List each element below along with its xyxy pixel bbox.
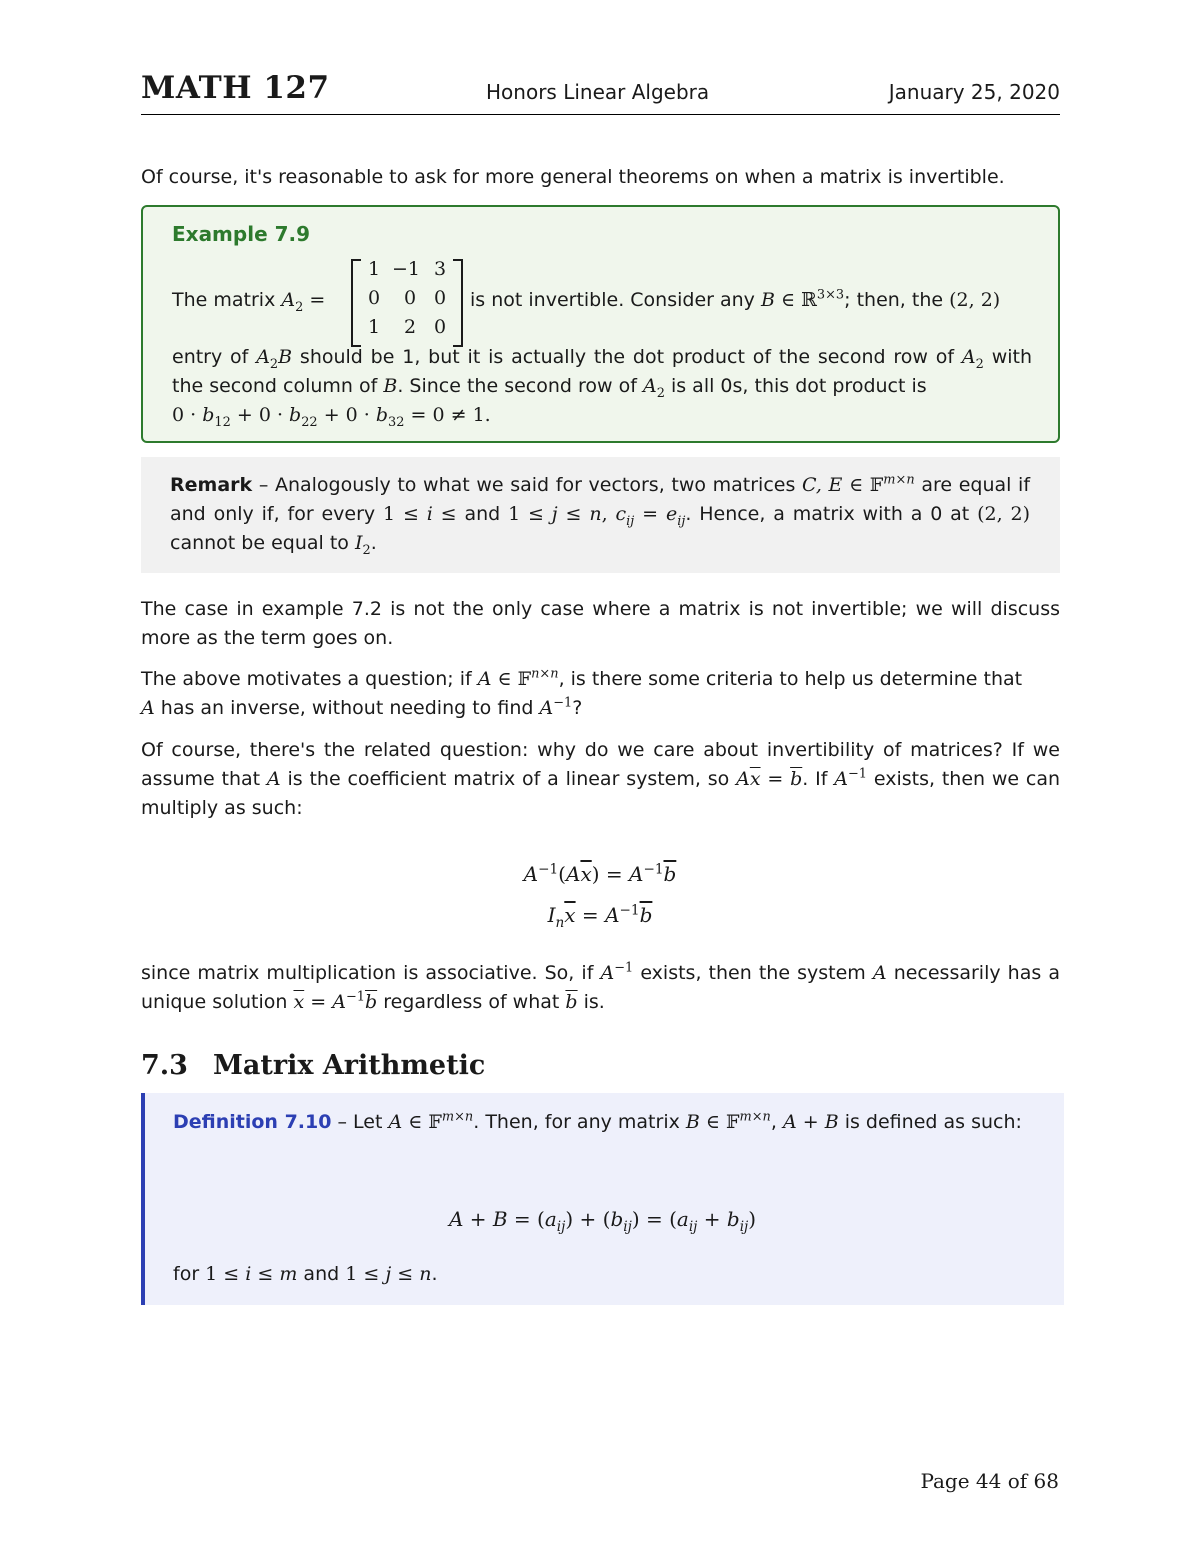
example-body: entry of $A_2B$ should be 1, but it is actually the dot product of the second row of $A_2$ with the second column of B. Since the second row of $A_2$ is all 0s, this dot product is $0 \cdot b_{12} + 0 \cdot b_{22} + 0 \cdot b_{32} = 0 \ne 1$. — [172, 346, 1032, 430]
page-number: Page 44 of 68 — [920, 1469, 1059, 1493]
matrix-cell: 1 — [367, 258, 381, 280]
example-line-rest: is not invertible. Consider any B ∈ ℝ$^{3\times 3}$; then, the (2, 2) — [470, 287, 1001, 311]
matrix-cell: −1 — [391, 258, 420, 280]
header-date: January 25, 2020 — [888, 80, 1060, 104]
matrix-symbol: $A_2$ — [281, 289, 304, 315]
definition-equation: $A + B = (a_{ij}) + (b_{ij}) = (a_{ij} + b_{ij})$ — [448, 1207, 757, 1235]
matrix-cell: 0 — [433, 287, 447, 309]
section-title: Matrix Arithmetic — [213, 1050, 486, 1081]
course-subject: Honors Linear Algebra — [486, 80, 710, 104]
intro-paragraph: Of course, it's reasonable to ask for more general theorems on when a matrix is invertible. — [141, 166, 1005, 188]
example-line: The matrix $A_2$ = — [172, 289, 326, 315]
paragraph-examples: The case in example 7.2 is not the only case where a matrix is not invertible; we will discuss more as the term goes on. — [141, 598, 1060, 649]
matrix — [351, 259, 463, 343]
matrix-cell: 2 — [403, 316, 417, 338]
definition-range: for 1 ≤ i ≤ m and 1 ≤ j ≤ n. — [173, 1263, 438, 1285]
example-box — [141, 205, 1060, 443]
matrix-cell: 0 — [403, 287, 417, 309]
equation-identity: $I_n\overline{x} = A^{-1}\overline{b}$ — [547, 902, 653, 931]
section-heading — [141, 1050, 485, 1081]
definition-title: Definition 7.10 — [173, 1111, 332, 1133]
remark-box — [141, 457, 1060, 573]
remark-title: Remark — [170, 474, 253, 496]
course-title: MATH 127 — [141, 70, 330, 106]
matrix-cell: 0 — [367, 287, 381, 309]
paragraph-question: The above motivates a question; if A ∈ 𝔽$^{n\times n}$, is there some criteria to help us determine that A has an inverse, without needing to find $A^{-1}$? — [141, 666, 1023, 719]
equation-multiply: $A^{-1}(A\overline{x}) = A^{-1}\overline{b}$ — [523, 861, 677, 886]
paragraph-motivation: Of course, there's the related question: why do we care about invertibility of matrices? If we assume that A is the coefficient matrix of a linear system, so $A\overline{x} = \overline{b}$. If $A^{-1}$ exists, then we can multiply as such: — [141, 739, 1061, 819]
paragraph-conclusion: since matrix multiplication is associative. So, if $A^{-1}$ exists, then the system A necessarily has a unique solution $\overline{x} = A^{-1}\overline{b}$ regardless of what $\overline{b}$ is. — [141, 960, 1060, 1013]
page-header — [141, 66, 1060, 115]
section-number: 7.3 — [141, 1050, 188, 1081]
matrix-cell: 0 — [433, 316, 447, 338]
matrix-cell: 3 — [433, 258, 447, 280]
example-title: Example 7.9 — [172, 222, 311, 246]
remark-text: Remark – Analogously to what we said for vectors, two matrices C, E ∈ 𝔽$^{m\times n}$ are equal if and only if, for every 1 ≤ i ≤ and 1 ≤ j ≤ n, $c_{ij} = e_{ij}$. Hence, a matrix with a 0 at (2, 2) cannot be equal to $I_2$. — [170, 472, 1031, 558]
matrix-cell: 1 — [367, 316, 381, 338]
definition-box — [141, 1093, 1064, 1305]
definition-text: Definition 7.10 – Let A ∈ 𝔽$^{m\times n}$. Then, for any matrix B ∈ 𝔽$^{m\times n}$, A + B is defined as such: — [173, 1109, 1022, 1133]
